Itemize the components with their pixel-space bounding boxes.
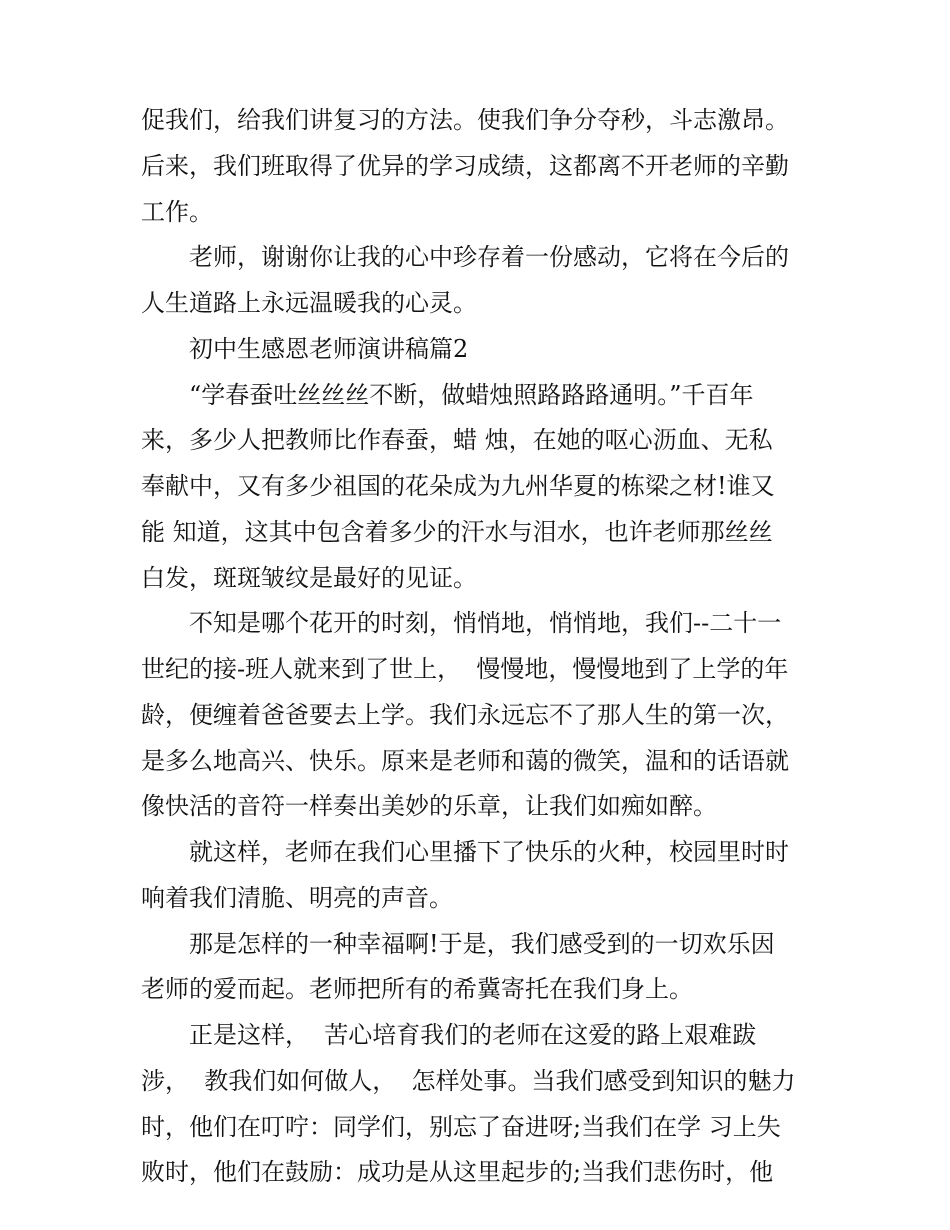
- paragraph-start-line: 不知是哪个花开的时刻，悄悄地，悄悄地，我们--二十一: [189, 609, 782, 638]
- text-line: 败时，他们在鼓励：成功是从这里起步的;当我们悲伤时，他: [141, 1158, 774, 1187]
- text-line: 白发，斑斑皱纹是最好的见证。: [141, 563, 477, 592]
- paragraph-start-line: 那是怎样的一种幸福啊!于是，我们感受到的一切欢乐因: [189, 929, 775, 958]
- document-body: [141, 98, 817, 1196]
- text-line: 工作。: [141, 197, 213, 226]
- paragraph-start-line: 就这样，老师在我们心里播下了快乐的火种，校园里时时: [189, 838, 789, 866]
- text-line: 响着我们清脆、明亮的声音。: [141, 883, 453, 912]
- paragraph-start-line: 老师，谢谢你让我的心中珍存着一份感动，它将在今后的: [189, 243, 789, 272]
- text-line: 后来，我们班取得了优异的学习成绩，这都离不开老师的辛勤: [141, 151, 789, 180]
- text-line: 是多么地高兴、快乐。原来是老师和蔼的微笑，温和的话语就: [141, 746, 789, 775]
- text-line: 促我们，给我们讲复习的方法。使我们争分夺秒，斗志激昂。: [141, 106, 789, 134]
- text-line: 奉献中，又有多少祖国的花朵成为九州华夏的栋梁之材!谁又: [141, 472, 775, 500]
- text-line: 世纪的接-班人就来到了世上， 慢慢地，慢慢地到了上学的年: [141, 655, 789, 683]
- text-line: 龄，便缠着爸爸要去上学。我们永远忘不了那人生的第一次，: [141, 700, 789, 729]
- paragraph-start-line: 正是这样， 苦心培育我们的老师在这爱的路上艰难跋: [189, 1021, 757, 1049]
- paragraph-start-line: “学春蚕吐丝丝丝不断，做蜡烛照路路路通明。”千百年: [189, 380, 754, 409]
- paragraph-start-line: 初中生感恩老师演讲稿篇2: [189, 334, 469, 363]
- text-line: 时，他们在叮咛：同学们，别忘了奋进呀;当我们在学 习上失: [141, 1112, 781, 1141]
- text-line: 人生道路上永远温暖我的心灵。: [141, 289, 477, 317]
- text-line: 像快活的音符一样奏出美妙的乐章，让我们如痴如醉。: [141, 792, 717, 821]
- text-line: 涉， 教我们如何做人， 怎样处事。当我们感受到知识的魅力: [141, 1066, 796, 1095]
- text-line: 老师的爱而起。老师把所有的希冀寄托在我们身上。: [141, 975, 693, 1004]
- text-line: 来，多少人把教师比作春蚕，蜡 烛，在她的呕心沥血、无私: [141, 426, 773, 455]
- text-line: 能 知道，这其中包含着多少的汗水与泪水，也许老师那丝丝: [141, 517, 773, 546]
